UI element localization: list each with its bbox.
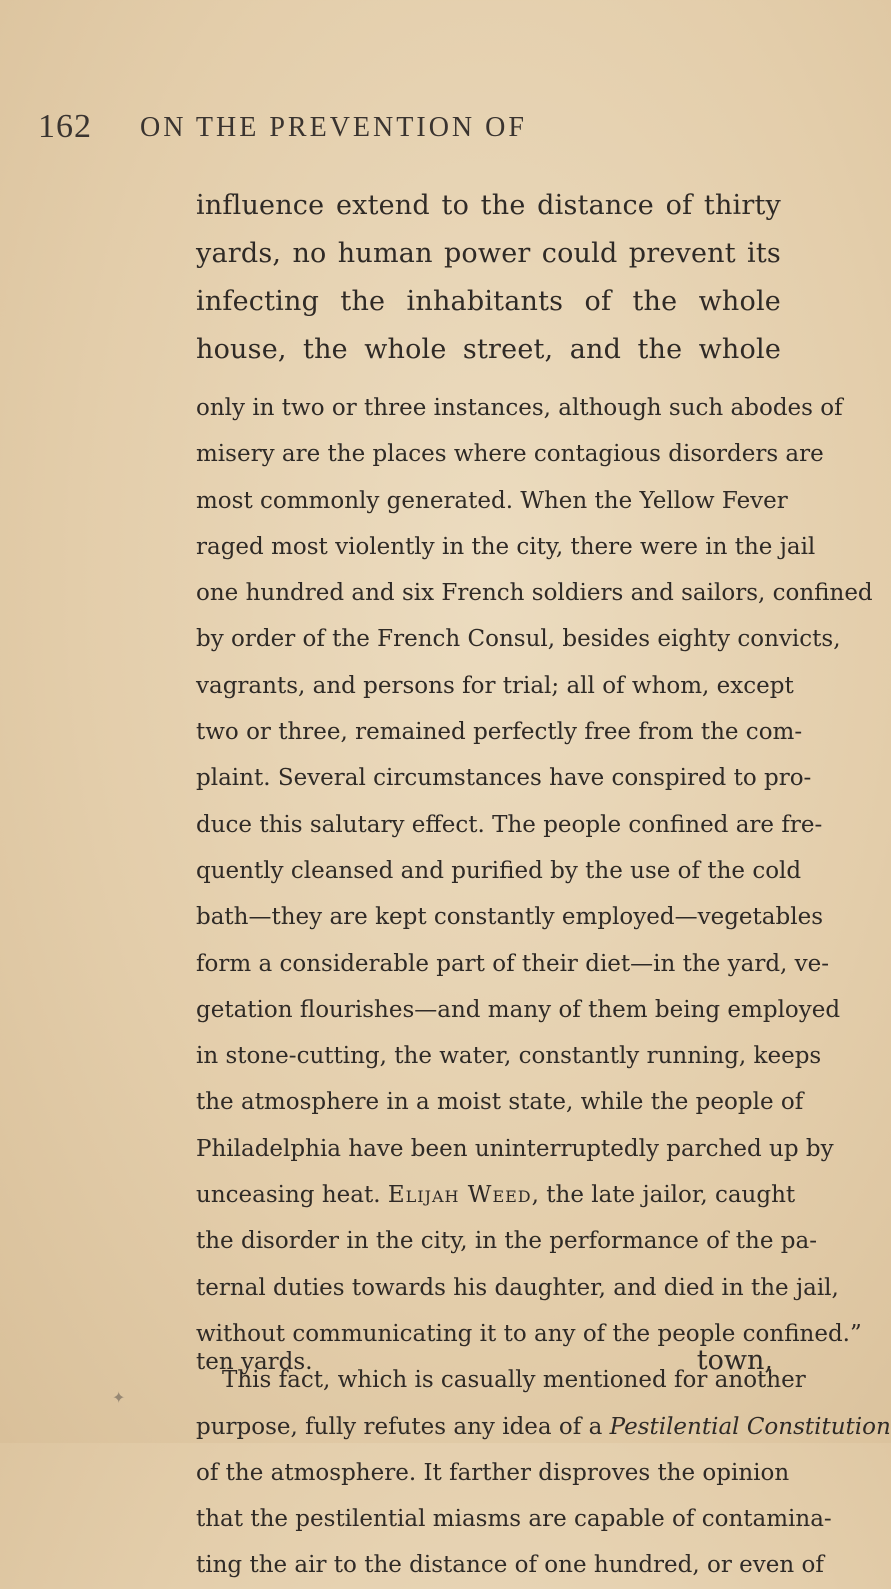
- running-head: ON THE PREVENTION OF: [140, 112, 527, 143]
- text-line: one hundred and six French soldiers and sailors, confined: [196, 580, 873, 607]
- text-line-with-name: [196, 1172, 796, 1218]
- paper-blemish: ✦: [112, 1388, 126, 1407]
- text-line: ternal duties towards his daughter, and died in the jail,: [196, 1274, 839, 1301]
- text-line: plaint. Several circumstances have conspired to pro-: [196, 765, 812, 792]
- text-line: that the pestilential miasms are capable of contamina-: [196, 1506, 832, 1533]
- page-number: 162: [38, 108, 92, 145]
- text-line: raged most violently in the city, there were in the jail: [196, 533, 816, 560]
- italic-phrase: Pestilential Constitution: [609, 1413, 891, 1440]
- text-line: bath—they are kept constantly employed—vegetables: [196, 904, 823, 931]
- text-line: by order of the French Consul, besides eighty convicts,: [196, 626, 841, 653]
- person-name: Elijah Weed: [387, 1182, 532, 1209]
- text-line: influence extend to the distance of thirty: [196, 190, 781, 221]
- text-line: the disorder in the city, in the performance of the pa-: [196, 1228, 817, 1255]
- text-fragment: unceasing heat.: [196, 1182, 381, 1209]
- text-line: form a considerable part of their diet—in the yard, ve-: [196, 950, 830, 977]
- text-line: house, the whole street, and the whole: [196, 334, 781, 365]
- page-footer: [196, 1345, 781, 1389]
- text-line: quently cleansed and purified by the use of the cold: [196, 857, 802, 884]
- text-line: Philadelphia have been uninterruptedly parched up by: [196, 1135, 834, 1162]
- paragraph-large-type: [196, 182, 781, 374]
- text-line: in stone-cutting, the water, constantly running, keeps: [196, 1043, 822, 1070]
- text-line: of the atmosphere. It farther disproves the opinion: [196, 1459, 790, 1486]
- text-line: vagrants, and persons for trial; all of whom, except: [196, 672, 794, 699]
- text-line: without communicating it to any of the people confined.”: [196, 1320, 862, 1347]
- page-header: [0, 108, 800, 148]
- text-line-with-italic: [196, 1404, 891, 1450]
- text-fragment: purpose, fully refutes any idea of a: [196, 1413, 603, 1440]
- text-line: getation flourishes—and many of them being employed: [196, 996, 841, 1023]
- text-line: duce this salutary effect. The people confined are fre-: [196, 811, 823, 838]
- text-line: the atmosphere in a moist state, while the people of: [196, 1089, 804, 1116]
- text-line: two or three, remained perfectly free from the com-: [196, 719, 803, 746]
- text-line: misery are the places where contagious disorders are: [196, 441, 824, 468]
- catchword: town,: [696, 1345, 773, 1376]
- text-line: ting the air to the distance of one hundred, or even of: [196, 1552, 824, 1579]
- text-line: yards, no human power could prevent its: [196, 238, 781, 269]
- paragraph-quotation: [196, 385, 891, 1589]
- last-line-text: ten yards.: [196, 1349, 313, 1375]
- text-line: only in two or three instances, although such abodes of: [196, 395, 843, 421]
- text-line: infecting the inhabitants of the whole: [196, 286, 781, 317]
- text-fragment: , the late jailor, caught: [531, 1182, 796, 1209]
- text-line: most commonly generated. When the Yellow Fever: [196, 487, 788, 514]
- text-line-paragraph-start: This fact, which is casually mentioned for another: [222, 1367, 806, 1394]
